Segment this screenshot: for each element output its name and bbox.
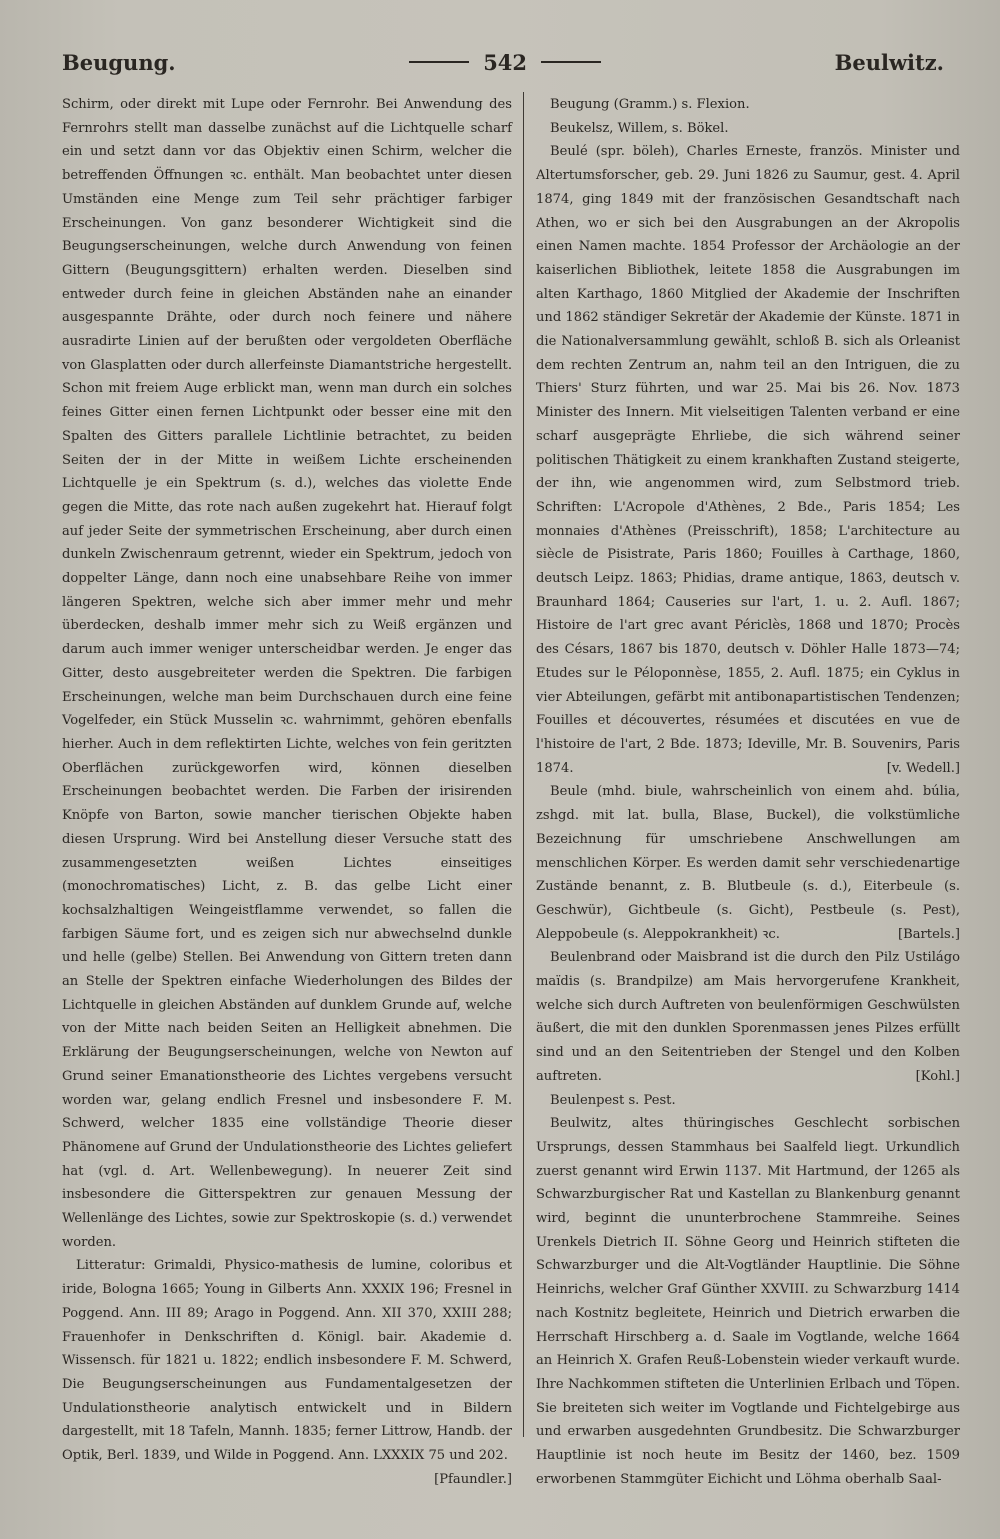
header-left-keyword: Beugung. <box>62 49 176 75</box>
author-signature: [Bartels.] <box>898 926 960 942</box>
entry-beulenpest: Beulenpest s. Pest. <box>550 1092 676 1108</box>
author-signature: [Kohl.] <box>915 1068 960 1084</box>
entry-beule-charles <box>536 140 960 780</box>
page-number-group <box>409 50 601 75</box>
entry-beugung-gramm: Beugung (Gramm.) s. Flexion. <box>550 97 750 112</box>
author-signature: [v. Wedell.] <box>886 760 960 776</box>
entry-beukelsz: Beukelsz, Willem, s. Bökel. <box>550 120 729 136</box>
header-right-keyword: Beulwitz. <box>834 49 944 75</box>
running-header <box>62 44 944 80</box>
header-rule-left <box>409 61 469 63</box>
entry-beule-text: Beule (mhd. biule, wahrscheinlich von einem ahd. búlia, zshgd. mit lat. bulla, Blase, Buckel), die volkstümliche Bezeichnung für umschriebene Anschwellungen am menschlichen Körper. Es werden damit sehr verschiedenartige Zustände benannt, z. B. Blutbeule (s. d.), Eiterbeule (s. Geschwür), Gichtbeule (s. Gicht), Pestbeule (s. Pest), Aleppobeule (s. Aleppokrankheit) ꝛc. <box>536 784 960 942</box>
entry-beule <box>536 780 960 946</box>
header-rule-right <box>541 61 601 63</box>
column-divider <box>523 92 524 1437</box>
entry-beulwitz: Beulwitz, altes thüringisches Geschlecht sorbischen Ursprungs, dessen Stammhaus bei Saalfeld liegt. Urkundlich zuerst genannt wird Erwin 1137. Mit Hartmund, der 1265 als Schwarzburgischer Rat und Kastellan zu Blankenburg genannt wird, beginnt die ununterbrochene Stammreihe. Seines Urenkels Dietrich II. Söhne Georg und Heinrich stifteten die Schwarzburger und die Alt-Vogtländer Hauptlinie. Die Söhne Heinrichs, welcher Graf Günther XXVIII. zu Schwarzburg 1414 nach Kostnitz begleitete, Heinrich und Dietrich erwarben die Herrschaft Hirschberg a. d. Saale im Vogtlande, welche 1664 an Heinrich X. Grafen Reuß-Lobenstein wieder verkauft wurde. Ihre Nachkommen stifteten die Unterlinien Erlbach und Töpen. Sie breiteten sich weiter im Vogtlande und Fichtelgebirge aus und erwarben ausgedehnten Grundbesitz. Die Schwarzburger Hauptlinie ist noch heute im Besitz der 1460, bez. 1509 erworbenen Stammgüter Eichicht und Löhma oberhalb Saal- <box>536 1116 960 1487</box>
left-column <box>62 93 512 1491</box>
beugung-body-text: Schirm, oder direkt mit Lupe oder Fernrohr. Bei Anwendung des Fernrohrs stellt man dasselbe zunächst auf die Lichtquelle scharf ein und setzt dann vor das Objektiv einen Schirm, welcher die betreffenden Öffnungen ꝛc. enthält. Man beobachtet unter diesen Umständen eine Menge zum Teil sehr prächtiger farbiger Erscheinungen. Von ganz besonderer Wichtigkeit sind die Beugungserscheinungen, welche durch Anwendung von feinen Gittern (Beugungsgittern) erhalten werden. Dieselben sind entweder durch feine in gleichen Abständen nahe an einander ausgespannte Drähte, oder durch noch feinere und nähere ausradirte Linien auf der berußten oder vergoldeten Oberfläche von Glasplatten oder durch allerfeinste Diamantstriche hergestellt. Schon mit freiem Auge erblickt man, wenn man durch ein solches feines Gitter einen fernen Lichtpunkt oder besser eine mit den Spalten des Gitters parallele Lichtlinie betrachtet, zu beiden Seiten der in der Mitte in weißem Lichte erscheinenden Lichtquelle je ein Spektrum (s. d.), welches das violette Ende gegen die Mitte, das rote nach außen zugekehrt hat. Hierauf folgt auf jeder Seite der symmetrischen Erscheinung, aber durch einen dunkeln Zwischenraum getrennt, wieder ein Spektrum, jedoch von doppelter Länge, dann noch eine unabsehbare Reihe von immer längeren Spektren, welche sich aber immer mehr und mehr überdecken, deshalb immer mehr sich zu Weiß ergänzen und darum auch immer weniger unterscheidbar werden. Je enger das Gitter, desto ausgebreiteter werden die Spektren. Die farbigen Erscheinungen, welche man beim Durchschauen durch eine feine Vogelfeder, ein Stück Musselin ꝛc. wahrnimmt, gehören ebenfalls hierher. Auch in dem reflektirten Lichte, welches von fein geritzten Oberflächen zurückgeworfen wird, können dieselben Erscheinungen beobachtet werden. Die Farben der irisirenden Knöpfe von Barton, sowie mancher tierischen Objekte haben diesen Ursprung. Wird bei Anstellung dieser Versuche statt des zusammengesetzten weißen Lichtes einseitiges (monochromatisches) Licht, z. B. das gelbe Licht einer kochsalzhaltigen Weingeistflamme verwendet, so fallen die farbigen Säume fort, und es zeigen sich nur abwechselnd dunkle und helle (gelbe) Stellen. Bei Anwendung von Gittern treten dann an Stelle der Spektren einfache Wiederholungen des Bildes der Lichtquelle in gleichen Abständen auf dunklem Grunde auf, welche von der Mitte nach beiden Seiten an Helligkeit abnehmen. Die Erklärung der Beugungserscheinungen, welche von Newton auf Grund seiner Emanationstheorie des Lichtes vergebens versucht worden war, gelang endlich Fresnel und insbesondere F. M. Schwerd, welcher 1835 eine vollständige Theorie dieser Phänomene auf Grund der Undulationstheorie des Lichtes geliefert hat (vgl. d. Art. Wellenbewegung). In neuerer Zeit sind insbesondere die Gitterspektren zur genauen Messung der Wellenlänge des Lichtes, sowie zur Spektroskopie (s. d.) verwendet worden. <box>62 97 512 1250</box>
entry-beulenbrand <box>536 946 960 1088</box>
beugung-literature-text: Litteratur: Grimaldi, Physico-mathesis de lumine, coloribus et iride, Bologna 1665; Young in Gilberts Ann. XXXIX 196; Fresnel in Poggend. Ann. III 89; Arago in Poggend. Ann. XII 370, XXIII 288; Frauenhofer in Denkschriften d. Königl. bair. Akademie d. Wissensch. für 1821 u. 1822; endlich insbesondere F. M. Schwerd, Die Beugungserscheinungen aus Fundamentalgesetzen der Undulationstheorie analytisch entwickelt und in Bildern dargestellt, mit 18 Tafeln, Mannh. 1835; ferner Littrow, Handb. der Optik, Berl. 1839, und Wilde in Poggend. Ann. LXXXIX 75 und 202. <box>62 1258 512 1464</box>
entry-beule-charles-text: Beulé (spr. böleh), Charles Erneste, französ. Minister und Altertumsforscher, geb. 29. Juni 1826 zu Saumur, gest. 4. April 1874, ging 1849 mit der französischen Gesandtschaft nach Athen, wo er sich bei den Ausgrabungen an der Akropolis einen Namen machte. 1854 Professor der Archäologie an der kaiserlichen Bibliothek, leitete 1858 die Ausgrabungen im alten Karthago, 1860 Mitglied der Akademie der Inschriften und 1862 ständiger Sekretär der Akademie der Künste. 1871 in die Nationalversammlung gewählt, schloß B. sich als Orleanist dem rechten Zentrum an, nahm teil an den Intriguen, die zu Thiers' Sturz führten, und war 25. Mai bis 26. Nov. 1873 Minister des Innern. Mit vielseitigen Talenten verband er eine scharf ausgeprägte Ehrliebe, die sich während seiner politischen Thätigkeit zu einem krankhaften Zustand steigerte, der ihn, wie angenommen wird, zum Selbstmord trieb. Schriften: L'Acropole d'Athènes, 2 Bde., Paris 1854; Les monnaies d'Athènes (Preisschrift), 1858; L'architecture au siècle de Pisistrate, Paris 1860; Fouilles à Carthage, 1860, deutsch Leipz. 1863; Phidias, drame antique, 1863, deutsch v. Braunhard 1864; Causeries sur l'art, 1. u. 2. Aufl. 1867; Histoire de l'art grec avant Périclès, 1868 und 1870; Procès des Césars, 1867 bis 1870, deutsch v. Döhler Halle 1873—74; Etudes sur le Péloponnèse, 1855, 2. Aufl. 1875; ein Cyklus in vier Abteilungen, gefärbt mit antibonapartistischen Tendenzen; Fouilles et découvertes, résumées et discutées en vue de l'histoire de l'art, 2 Bde. 1873; Ideville, Mr. B. Souvenirs, Paris 1874. <box>536 144 960 776</box>
beugung-literature <box>62 1254 512 1491</box>
author-signature: [Pfaundler.] <box>434 1471 512 1487</box>
entry-beulenbrand-text: Beulenbrand oder Maisbrand ist die durch den Pilz Ustilágo maïdis (s. Brandpilze) am Mais hervorgerufene Krankheit, welche sich durch Auftreten von beulenförmigen Geschwülsten äußert, die mit den dunklen Sporenmassen jenes Pilzes erfüllt sind und an den Seitentrieben der Stengel und den Kolben auftreten. <box>536 950 960 1084</box>
page-number: 542 <box>483 49 528 75</box>
right-column <box>536 93 960 1491</box>
